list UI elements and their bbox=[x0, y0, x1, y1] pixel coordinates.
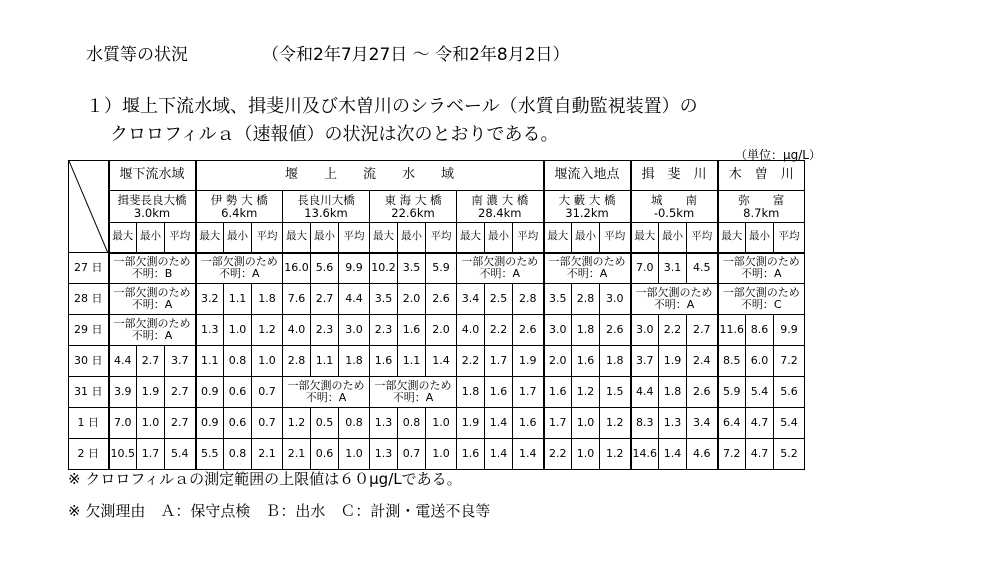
value-cell: 3.5 bbox=[544, 284, 572, 315]
stat-header-max: 最大 bbox=[457, 223, 485, 253]
value-cell: 4.0 bbox=[457, 315, 485, 346]
value-cell: 1.2 bbox=[600, 439, 631, 470]
value-cell: 2.4 bbox=[687, 346, 718, 377]
missing-reason: 不明：A bbox=[131, 329, 173, 342]
value-cell: 1.0 bbox=[252, 346, 283, 377]
group-header-ibi: 揖 斐 川 bbox=[631, 161, 718, 191]
missing-reason: 不明：A bbox=[392, 391, 434, 404]
value-cell: 3.9 bbox=[109, 377, 137, 408]
missing-data-cell bbox=[718, 284, 805, 315]
station-name: 東 海 大 橋 bbox=[384, 192, 442, 207]
value-cell: 4.7 bbox=[746, 439, 774, 470]
stat-header-max: 最大 bbox=[544, 223, 572, 253]
value-cell: 2.3 bbox=[311, 315, 339, 346]
value-cell: 3.0 bbox=[544, 315, 572, 346]
day-label: 1 日 bbox=[69, 408, 109, 439]
value-cell: 3.0 bbox=[600, 284, 631, 315]
station-name: 城 南 bbox=[651, 192, 697, 207]
value-cell: 0.8 bbox=[224, 346, 252, 377]
value-cell: 5.5 bbox=[196, 439, 224, 470]
value-cell: 1.2 bbox=[283, 408, 311, 439]
value-cell: 0.6 bbox=[224, 377, 252, 408]
station-header bbox=[631, 191, 718, 223]
value-cell: 1.3 bbox=[196, 315, 224, 346]
value-cell: 2.7 bbox=[165, 408, 196, 439]
missing-data-cell bbox=[718, 253, 805, 284]
value-cell: 2.7 bbox=[687, 315, 718, 346]
value-cell: 1.2 bbox=[572, 377, 600, 408]
missing-note: 一部欠測のため bbox=[722, 254, 800, 268]
value-cell: 7.0 bbox=[109, 408, 137, 439]
missing-data-cell bbox=[631, 284, 718, 315]
value-cell: 0.8 bbox=[398, 408, 426, 439]
missing-data-cell bbox=[457, 253, 544, 284]
value-cell: 4.0 bbox=[283, 315, 311, 346]
value-cell: 4.6 bbox=[687, 439, 718, 470]
value-cell: 4.4 bbox=[109, 346, 137, 377]
station-name: 長良川大橋 bbox=[297, 192, 355, 207]
value-cell: 0.7 bbox=[398, 439, 426, 470]
value-cell: 1.3 bbox=[370, 408, 398, 439]
missing-note: 一部欠測のため bbox=[200, 254, 278, 268]
value-cell: 6.0 bbox=[746, 346, 774, 377]
value-cell: 1.4 bbox=[659, 439, 687, 470]
value-cell: 1.4 bbox=[513, 439, 544, 470]
day-label: 31 日 bbox=[69, 377, 109, 408]
value-cell: 5.6 bbox=[774, 377, 805, 408]
missing-reason: 不明：A bbox=[740, 267, 782, 281]
station-km: 22.6km bbox=[391, 205, 435, 220]
value-cell: 1.9 bbox=[659, 346, 687, 377]
value-cell: 1.6 bbox=[544, 377, 572, 408]
day-label: 29 日 bbox=[69, 315, 109, 346]
value-cell: 2.0 bbox=[544, 346, 572, 377]
station-km: 31.2km bbox=[565, 205, 609, 220]
value-cell: 1.4 bbox=[485, 408, 513, 439]
missing-note: 一部欠測のため bbox=[113, 254, 191, 268]
missing-data-cell bbox=[370, 377, 457, 408]
value-cell: 1.0 bbox=[426, 408, 457, 439]
value-cell: 0.8 bbox=[224, 439, 252, 470]
missing-note: 一部欠測のため bbox=[113, 316, 191, 330]
missing-reason: 不明：A bbox=[566, 267, 608, 281]
stat-header-avg: 平均 bbox=[774, 223, 805, 253]
value-cell: 1.8 bbox=[600, 346, 631, 377]
group-header-kiso: 木 曽 川 bbox=[718, 161, 805, 191]
value-cell: 2.1 bbox=[252, 439, 283, 470]
missing-note: 一部欠測のため bbox=[635, 285, 713, 299]
value-cell: 1.7 bbox=[485, 346, 513, 377]
value-cell: 7.6 bbox=[283, 284, 311, 315]
day-label: 2 日 bbox=[69, 439, 109, 470]
value-cell: 1.8 bbox=[457, 377, 485, 408]
group-header-downstream: 堰下流水域 bbox=[109, 161, 196, 191]
table-row bbox=[69, 346, 805, 377]
stat-header-max: 最大 bbox=[718, 223, 746, 253]
value-cell: 4.4 bbox=[339, 284, 370, 315]
value-cell: 1.6 bbox=[513, 408, 544, 439]
value-cell: 3.2 bbox=[196, 284, 224, 315]
station-header bbox=[196, 191, 283, 223]
stat-header-min: 最小 bbox=[137, 223, 165, 253]
unit-label: （単位：μg/L） bbox=[735, 148, 821, 162]
value-cell: 2.8 bbox=[572, 284, 600, 315]
table-row bbox=[69, 408, 805, 439]
value-cell: 1.6 bbox=[485, 377, 513, 408]
station-header bbox=[457, 191, 544, 223]
value-cell: 9.9 bbox=[339, 253, 370, 284]
value-cell: 1.4 bbox=[426, 346, 457, 377]
group-header-upstream: 堰 上 流 水 域 bbox=[196, 161, 544, 191]
stat-header-min: 最小 bbox=[746, 223, 774, 253]
missing-data-cell bbox=[109, 253, 196, 284]
value-cell: 2.6 bbox=[687, 377, 718, 408]
table-row bbox=[69, 315, 805, 346]
value-cell: 1.4 bbox=[485, 439, 513, 470]
value-cell: 8.3 bbox=[631, 408, 659, 439]
value-cell: 0.5 bbox=[311, 408, 339, 439]
value-cell: 3.1 bbox=[659, 253, 687, 284]
value-cell: 8.5 bbox=[718, 346, 746, 377]
value-cell: 1.8 bbox=[252, 284, 283, 315]
missing-data-cell bbox=[283, 377, 370, 408]
page-title: 水質等の状況 bbox=[86, 45, 188, 65]
value-cell: 1.9 bbox=[513, 346, 544, 377]
station-name: 弥 富 bbox=[738, 192, 785, 207]
station-km: 13.6km bbox=[304, 205, 348, 220]
value-cell: 4.4 bbox=[631, 377, 659, 408]
value-cell: 1.5 bbox=[600, 377, 631, 408]
stat-header-min: 最小 bbox=[224, 223, 252, 253]
stat-header-max: 最大 bbox=[631, 223, 659, 253]
value-cell: 1.1 bbox=[398, 346, 426, 377]
value-cell: 1.1 bbox=[311, 346, 339, 377]
value-cell: 2.0 bbox=[426, 315, 457, 346]
missing-note: 一部欠測のため bbox=[722, 285, 800, 299]
value-cell: 1.1 bbox=[224, 284, 252, 315]
station-header bbox=[544, 191, 631, 223]
value-cell: 5.2 bbox=[774, 439, 805, 470]
value-cell: 3.5 bbox=[370, 284, 398, 315]
intro-line-1: １）堰上下流水域、揖斐川及び木曽川のシラベール（水質自動監視装置）の bbox=[86, 96, 698, 117]
value-cell: 1.8 bbox=[572, 315, 600, 346]
value-cell: 1.7 bbox=[513, 377, 544, 408]
value-cell: 0.9 bbox=[196, 377, 224, 408]
station-header bbox=[283, 191, 370, 223]
value-cell: 1.7 bbox=[137, 439, 165, 470]
value-cell: 1.1 bbox=[196, 346, 224, 377]
value-cell: 1.2 bbox=[252, 315, 283, 346]
missing-data-cell bbox=[109, 315, 196, 346]
value-cell: 7.0 bbox=[631, 253, 659, 284]
value-cell: 1.8 bbox=[339, 346, 370, 377]
table-row bbox=[69, 377, 805, 408]
station-km: 28.4km bbox=[478, 205, 522, 220]
value-cell: 2.7 bbox=[165, 377, 196, 408]
missing-reason: 不明：A bbox=[479, 267, 521, 281]
value-cell: 1.6 bbox=[457, 439, 485, 470]
stat-header-avg: 平均 bbox=[252, 223, 283, 253]
station-km: 6.4km bbox=[221, 205, 258, 220]
value-cell: 1.0 bbox=[339, 439, 370, 470]
value-cell: 1.0 bbox=[426, 439, 457, 470]
value-cell: 1.9 bbox=[137, 377, 165, 408]
table-row bbox=[69, 284, 805, 315]
value-cell: 2.1 bbox=[283, 439, 311, 470]
station-name: 伊 勢 大 橋 bbox=[210, 192, 268, 207]
station-header bbox=[718, 191, 805, 223]
value-cell: 5.6 bbox=[311, 253, 339, 284]
missing-note: 一部欠測のため bbox=[374, 378, 452, 392]
stat-header-max: 最大 bbox=[283, 223, 311, 253]
value-cell: 2.6 bbox=[426, 284, 457, 315]
value-cell: 2.5 bbox=[485, 284, 513, 315]
value-cell: 4.5 bbox=[687, 253, 718, 284]
value-cell: 2.6 bbox=[600, 315, 631, 346]
stat-header-min: 最小 bbox=[572, 223, 600, 253]
missing-data-cell bbox=[544, 253, 631, 284]
day-label: 30 日 bbox=[69, 346, 109, 377]
value-cell: 3.7 bbox=[631, 346, 659, 377]
stat-header-min: 最小 bbox=[398, 223, 426, 253]
stat-header-max: 最大 bbox=[109, 223, 137, 253]
value-cell: 3.0 bbox=[631, 315, 659, 346]
day-label: 27 日 bbox=[69, 253, 109, 284]
value-cell: 2.8 bbox=[513, 284, 544, 315]
value-cell: 2.2 bbox=[544, 439, 572, 470]
missing-reason: 不明：A bbox=[305, 391, 347, 404]
missing-reason: 不明：A bbox=[131, 298, 173, 311]
value-cell: 1.3 bbox=[659, 408, 687, 439]
value-cell: 1.8 bbox=[659, 377, 687, 408]
stat-header-avg: 平均 bbox=[426, 223, 457, 253]
value-cell: 1.0 bbox=[224, 315, 252, 346]
value-cell: 2.2 bbox=[659, 315, 687, 346]
value-cell: 1.6 bbox=[370, 346, 398, 377]
station-km: -0.5km bbox=[653, 205, 695, 220]
value-cell: 0.9 bbox=[196, 408, 224, 439]
missing-reason: 不明：C bbox=[740, 298, 782, 311]
value-cell: 1.0 bbox=[572, 408, 600, 439]
value-cell: 3.0 bbox=[339, 315, 370, 346]
value-cell: 0.7 bbox=[252, 408, 283, 439]
value-cell: 2.2 bbox=[457, 346, 485, 377]
report-period: （令和2年7月27日 ～ 令和2年8月2日） bbox=[262, 45, 570, 65]
value-cell: 2.8 bbox=[283, 346, 311, 377]
stat-header-max: 最大 bbox=[370, 223, 398, 253]
stat-header-avg: 平均 bbox=[600, 223, 631, 253]
value-cell: 1.2 bbox=[600, 408, 631, 439]
value-cell: 5.4 bbox=[774, 408, 805, 439]
value-cell: 1.6 bbox=[398, 315, 426, 346]
value-cell: 1.0 bbox=[572, 439, 600, 470]
value-cell: 1.6 bbox=[572, 346, 600, 377]
stat-header-avg: 平均 bbox=[165, 223, 196, 253]
missing-note: 一部欠測のため bbox=[461, 254, 539, 268]
missing-data-cell bbox=[109, 284, 196, 315]
stat-header-min: 最小 bbox=[485, 223, 513, 253]
stat-header-avg: 平均 bbox=[687, 223, 718, 253]
value-cell: 0.6 bbox=[311, 439, 339, 470]
chlorophyll-table bbox=[68, 160, 805, 470]
value-cell: 5.9 bbox=[718, 377, 746, 408]
stat-header-min: 最小 bbox=[659, 223, 687, 253]
stat-header-max: 最大 bbox=[196, 223, 224, 253]
missing-note: 一部欠測のため bbox=[548, 254, 626, 268]
value-cell: 0.6 bbox=[224, 408, 252, 439]
missing-note: 一部欠測のため bbox=[287, 378, 365, 392]
table-row bbox=[69, 439, 805, 470]
missing-note: 一部欠測のため bbox=[113, 285, 191, 299]
value-cell: 2.0 bbox=[398, 284, 426, 315]
value-cell: 0.7 bbox=[252, 377, 283, 408]
value-cell: 1.0 bbox=[137, 408, 165, 439]
value-cell: 3.5 bbox=[398, 253, 426, 284]
station-header bbox=[370, 191, 457, 223]
value-cell: 6.4 bbox=[718, 408, 746, 439]
value-cell: 1.9 bbox=[457, 408, 485, 439]
value-cell: 3.4 bbox=[457, 284, 485, 315]
value-cell: 2.3 bbox=[370, 315, 398, 346]
stat-header-min: 最小 bbox=[311, 223, 339, 253]
value-cell: 7.2 bbox=[718, 439, 746, 470]
value-cell: 1.7 bbox=[544, 408, 572, 439]
value-cell: 7.2 bbox=[774, 346, 805, 377]
value-cell: 5.4 bbox=[746, 377, 774, 408]
value-cell: 1.3 bbox=[370, 439, 398, 470]
value-cell: 5.9 bbox=[426, 253, 457, 284]
missing-reason: 不明：A bbox=[218, 267, 260, 281]
station-km: 3.0km bbox=[133, 205, 171, 220]
group-header-inflow: 堰流入地点 bbox=[544, 161, 631, 191]
table-row bbox=[69, 253, 805, 284]
value-cell: 16.0 bbox=[283, 253, 311, 284]
value-cell: 0.8 bbox=[339, 408, 370, 439]
value-cell: 2.6 bbox=[513, 315, 544, 346]
value-cell: 10.2 bbox=[370, 253, 398, 284]
value-cell: 11.6 bbox=[718, 315, 746, 346]
corner-diagonal-cell bbox=[69, 161, 109, 253]
day-label: 28 日 bbox=[69, 284, 109, 315]
value-cell: 9.9 bbox=[774, 315, 805, 346]
station-name: 大 藪 大 橋 bbox=[558, 192, 616, 207]
station-km: 8.7km bbox=[743, 205, 780, 220]
value-cell: 3.4 bbox=[687, 408, 718, 439]
missing-reason: 不明：A bbox=[653, 298, 695, 311]
note-missing-reasons: ※ 欠測理由 Ａ：保守点検 Ｂ：出水 Ｃ：計測・電送不良等 bbox=[68, 502, 491, 520]
station-header bbox=[109, 191, 196, 223]
value-cell: 8.6 bbox=[746, 315, 774, 346]
missing-reason: 不明：B bbox=[131, 267, 173, 281]
value-cell: 4.7 bbox=[746, 408, 774, 439]
value-cell: 2.2 bbox=[485, 315, 513, 346]
value-cell: 14.6 bbox=[631, 439, 659, 470]
missing-data-cell bbox=[196, 253, 283, 284]
value-cell: 5.4 bbox=[165, 439, 196, 470]
value-cell: 3.7 bbox=[165, 346, 196, 377]
note-upper-limit: ※ クロロフィルａの測定範囲の上限値は６０μg/Lである。 bbox=[68, 470, 462, 488]
stat-header-avg: 平均 bbox=[513, 223, 544, 253]
station-name: 南 濃 大 橋 bbox=[471, 192, 529, 207]
value-cell: 2.7 bbox=[311, 284, 339, 315]
value-cell: 10.5 bbox=[109, 439, 137, 470]
intro-line-2: クロロフィルａ（速報値）の状況は次のとおりである。 bbox=[110, 124, 559, 145]
stat-header-avg: 平均 bbox=[339, 223, 370, 253]
station-name: 揖斐長良大橋 bbox=[117, 192, 187, 207]
value-cell: 2.7 bbox=[137, 346, 165, 377]
